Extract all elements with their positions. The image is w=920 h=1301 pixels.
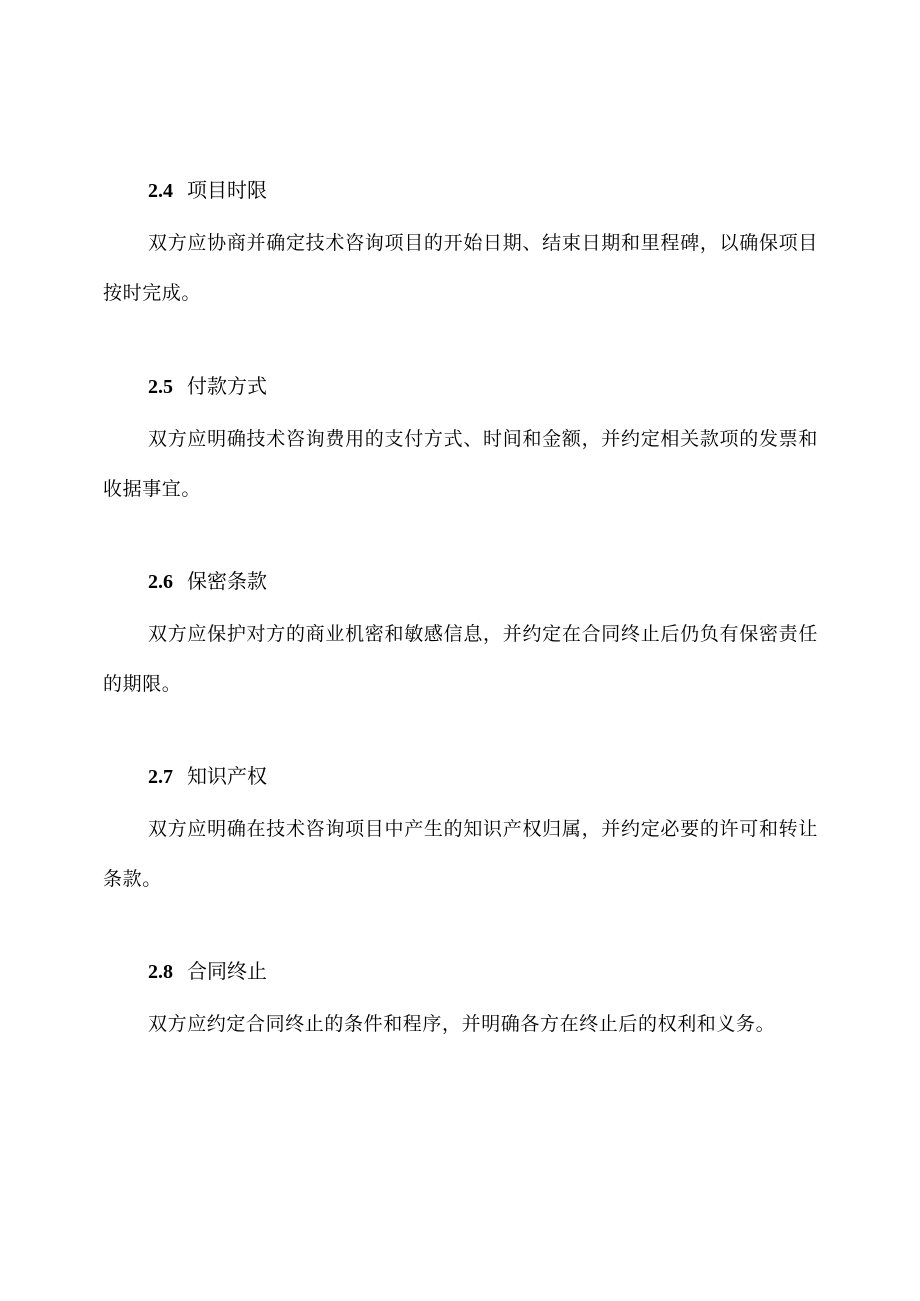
section-title: 项目时限 — [187, 178, 267, 202]
section-title: 知识产权 — [187, 764, 267, 788]
section-heading — [148, 174, 267, 206]
section-title: 合同终止 — [187, 959, 267, 983]
section-title: 保密条款 — [187, 569, 267, 593]
section-number: 2.8 — [148, 961, 173, 983]
section-heading — [148, 370, 267, 402]
section-title: 付款方式 — [187, 374, 267, 398]
section-paragraph: 双方应保护对方的商业机密和敏感信息，并约定在合同终止后仍负有保密责任的期限。 — [103, 623, 818, 695]
section-paragraph: 双方应协商并确定技术咨询项目的开始日期、结束日期和里程碑，以确保项目按时完成。 — [103, 232, 818, 304]
section-number: 2.5 — [148, 376, 173, 398]
section-paragraph: 双方应明确技术咨询费用的支付方式、时间和金额，并约定相关款项的发票和收据事宜。 — [103, 428, 818, 500]
section-number: 2.6 — [148, 571, 173, 593]
section-number: 2.7 — [148, 766, 173, 788]
section-heading — [148, 565, 267, 597]
section-heading — [148, 955, 267, 987]
section-paragraph: 双方应约定合同终止的条件和程序，并明确各方在终止后的权利和义务。 — [148, 1013, 776, 1035]
section-heading — [148, 760, 267, 792]
section-paragraph: 双方应明确在技术咨询项目中产生的知识产权归属，并约定必要的许可和转让条款。 — [103, 818, 818, 890]
section-number: 2.4 — [148, 180, 173, 202]
